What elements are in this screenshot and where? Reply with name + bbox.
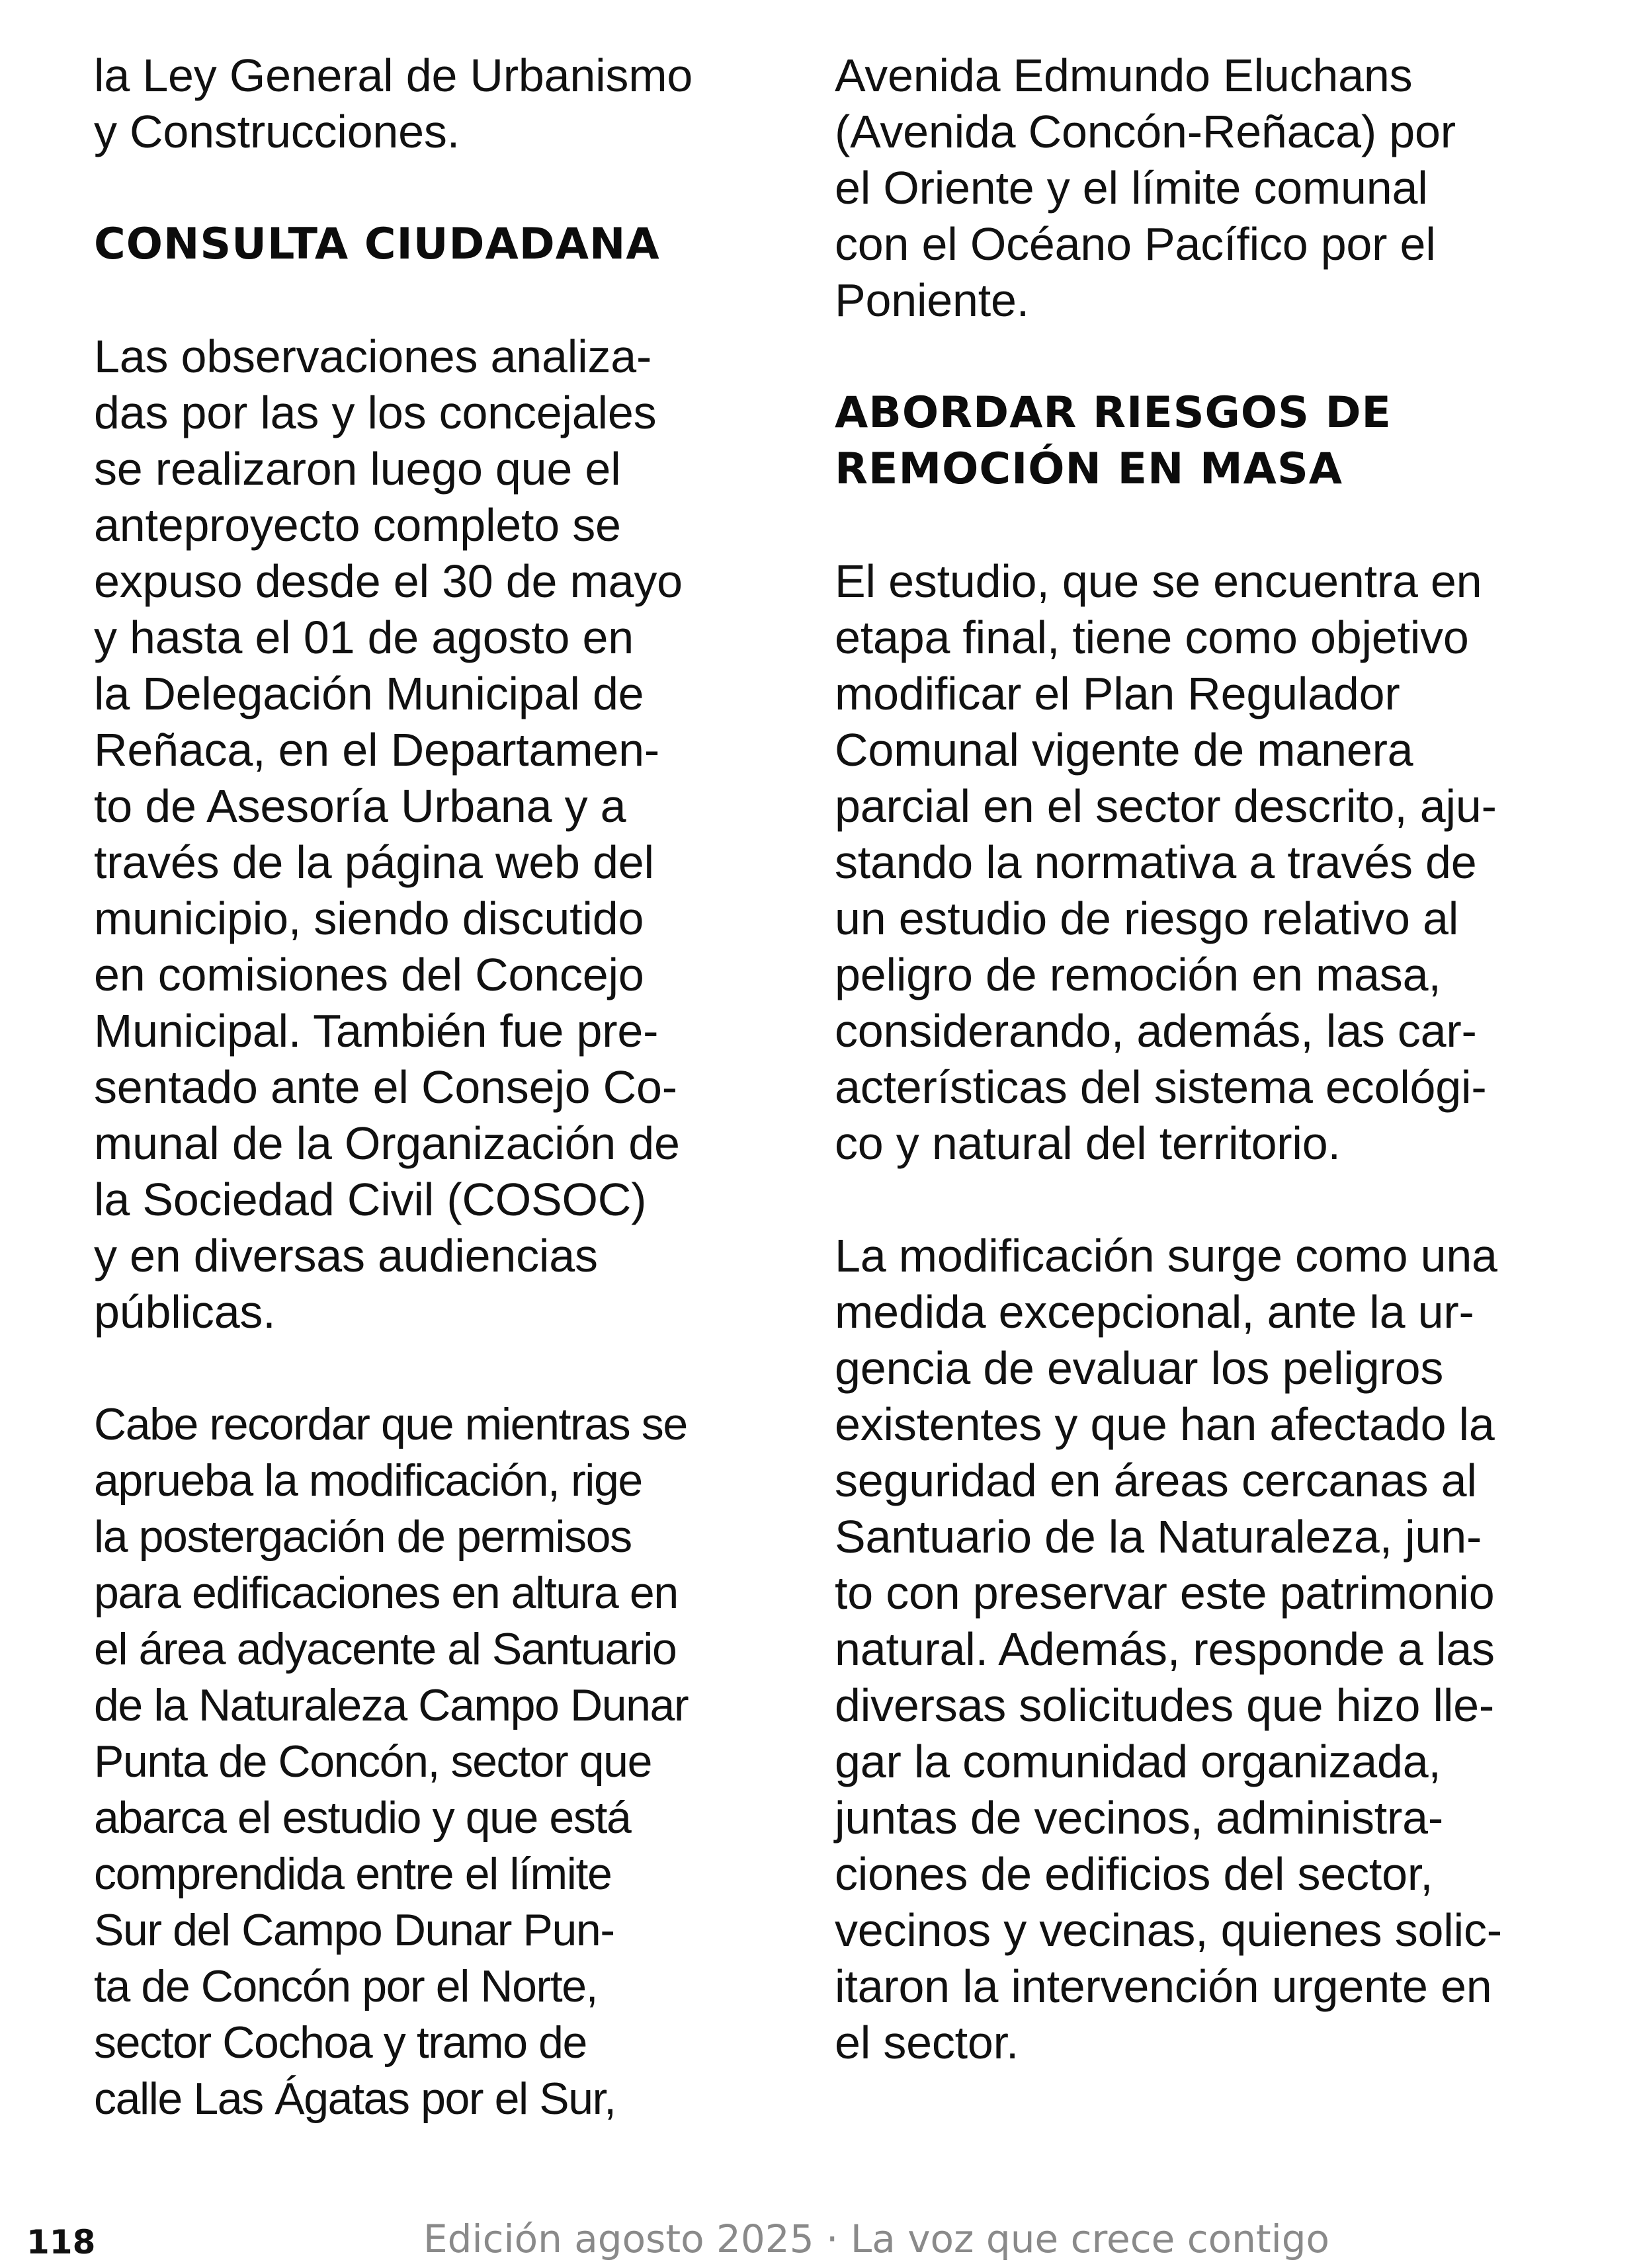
text-line: La modificación surge como una [835, 1230, 1497, 1281]
text-line: un estudio de riesgo relativo al [835, 893, 1459, 944]
text-line: Las observaciones analiza- [94, 331, 652, 382]
text-line: ta de Concón por el Norte, [94, 1961, 598, 2011]
continued-paragraph [835, 48, 1496, 329]
text-line: Punta de Concón, sector que [94, 1736, 652, 1787]
text-line: se realizaron luego que el [94, 443, 621, 495]
text-line: to de Asesoría Urbana y a [94, 780, 626, 832]
text-line: (Avenida Concón-Reñaca) por [835, 106, 1456, 157]
text-line: El estudio, que se encuentra en [835, 555, 1482, 607]
right-column [835, 48, 1502, 2071]
text-line: das por las y los concejales [94, 387, 657, 438]
text-line: municipio, siendo discutido [94, 893, 644, 944]
text-line: munal de la Organización de [94, 1117, 680, 1169]
text-line: Sur del Campo Dunar Pun- [94, 1905, 614, 1955]
text-line: seguridad en áreas cercanas al [835, 1455, 1477, 1506]
text-line: la Sociedad Civil (COSOC) [94, 1174, 647, 1225]
text-line: expuso desde el 30 de mayo [94, 555, 683, 607]
paragraph-estudio [835, 553, 1496, 1172]
text-line: parcial en el sector descrito, aju- [835, 780, 1497, 832]
text-line: existentes y que han afectado la [835, 1398, 1495, 1450]
text-line: Avenida Edmundo Eluchans [835, 50, 1413, 101]
text-line: stando la normativa a través de [835, 836, 1477, 888]
text-line: el Oriente y el límite comunal [835, 162, 1428, 214]
text-line: sentado ante el Consejo Co- [94, 1061, 677, 1113]
text-line: Poniente. [835, 274, 1029, 326]
text-line: Municipal. También fue pre- [94, 1005, 659, 1057]
text-line: con el Océano Pacífico por el [835, 218, 1436, 270]
paragraph-observaciones [94, 329, 755, 1340]
text-line: vecinos y vecinas, quienes solic- [835, 1904, 1502, 1956]
section-heading-riesgos [835, 385, 1496, 497]
text-line: gar la comunidad organizada, [835, 1736, 1441, 1787]
text-line: medida excepcional, ante la ur- [835, 1286, 1474, 1338]
text-line: anteproyecto completo se [94, 499, 621, 551]
text-line: Cabe recordar que mientras se [94, 1399, 687, 1449]
text-line: to con preservar este patrimonio [835, 1567, 1495, 1619]
text-line: itaron la intervención urgente en [835, 1961, 1492, 2012]
heading-line: ABORDAR RIESGOS DE [835, 388, 1392, 438]
text-line: calle Las Ágatas por el Sur, [94, 2074, 616, 2124]
text-line: peligro de remoción en masa, [835, 949, 1441, 1000]
page-number: 118 [26, 2223, 96, 2261]
paragraph-modificacion [835, 1228, 1502, 2071]
text-line: públicas. [94, 1286, 276, 1338]
text-line: y hasta el 01 de agosto en [94, 612, 634, 663]
text-line: y en diversas audiencias [94, 1230, 598, 1281]
heading-line: CONSULTA CIUDADANA [94, 220, 660, 269]
text-line: diversas solicitudes que hizo lle- [835, 1680, 1495, 1731]
text-line: etapa final, tiene como objetivo [835, 612, 1469, 663]
text-line: través de la página web del [94, 836, 654, 888]
edition-tagline: Edición agosto 2025 · La voz que crece contigo [423, 2216, 1330, 2261]
text-line: abarca el estudio y que está [94, 1793, 631, 1843]
text-line: aprueba la modificación, rige [94, 1455, 642, 1506]
text-line: el sector. [835, 2017, 1019, 2068]
text-line: y Construcciones. [94, 106, 460, 157]
text-line: juntas de vecinos, administra- [835, 1792, 1443, 1843]
page-footer [0, 2215, 1639, 2268]
text-line: sector Cochoa y tramo de [94, 2017, 587, 2068]
left-column [94, 48, 755, 2127]
text-line: la postergación de permisos [94, 1512, 632, 1562]
text-line: acterísticas del sistema ecológi- [835, 1061, 1487, 1113]
continued-paragraph [94, 48, 755, 160]
text-line: Santuario de la Naturaleza, jun- [835, 1511, 1482, 1562]
text-line: de la Naturaleza Campo Dunar [94, 1680, 689, 1730]
text-line: ciones de edificios del sector, [835, 1848, 1433, 1900]
text-line: Reñaca, en el Departamen- [94, 724, 659, 776]
text-line: considerando, además, las car- [835, 1005, 1477, 1057]
text-line: modificar el Plan Regulador [835, 668, 1400, 719]
paragraph-postergacion [94, 1397, 755, 2127]
text-line: Comunal vigente de manera [835, 724, 1413, 776]
text-line: gencia de evaluar los peligros [835, 1342, 1444, 1394]
text-line: co y natural del territorio. [835, 1117, 1341, 1169]
heading-line: REMOCIÓN EN MASA [835, 444, 1343, 494]
text-line: para edificaciones en altura en [94, 1568, 678, 1618]
section-heading-consulta-ciudadana [94, 216, 755, 272]
text-line: la Delegación Municipal de [94, 668, 644, 719]
text-line: natural. Además, responde a las [835, 1623, 1495, 1675]
text-line: comprendida entre el límite [94, 1849, 612, 1899]
text-line: en comisiones del Concejo [94, 949, 644, 1000]
text-line: la Ley General de Urbanismo [94, 50, 693, 101]
text-line: el área adyacente al Santuario [94, 1624, 677, 1674]
